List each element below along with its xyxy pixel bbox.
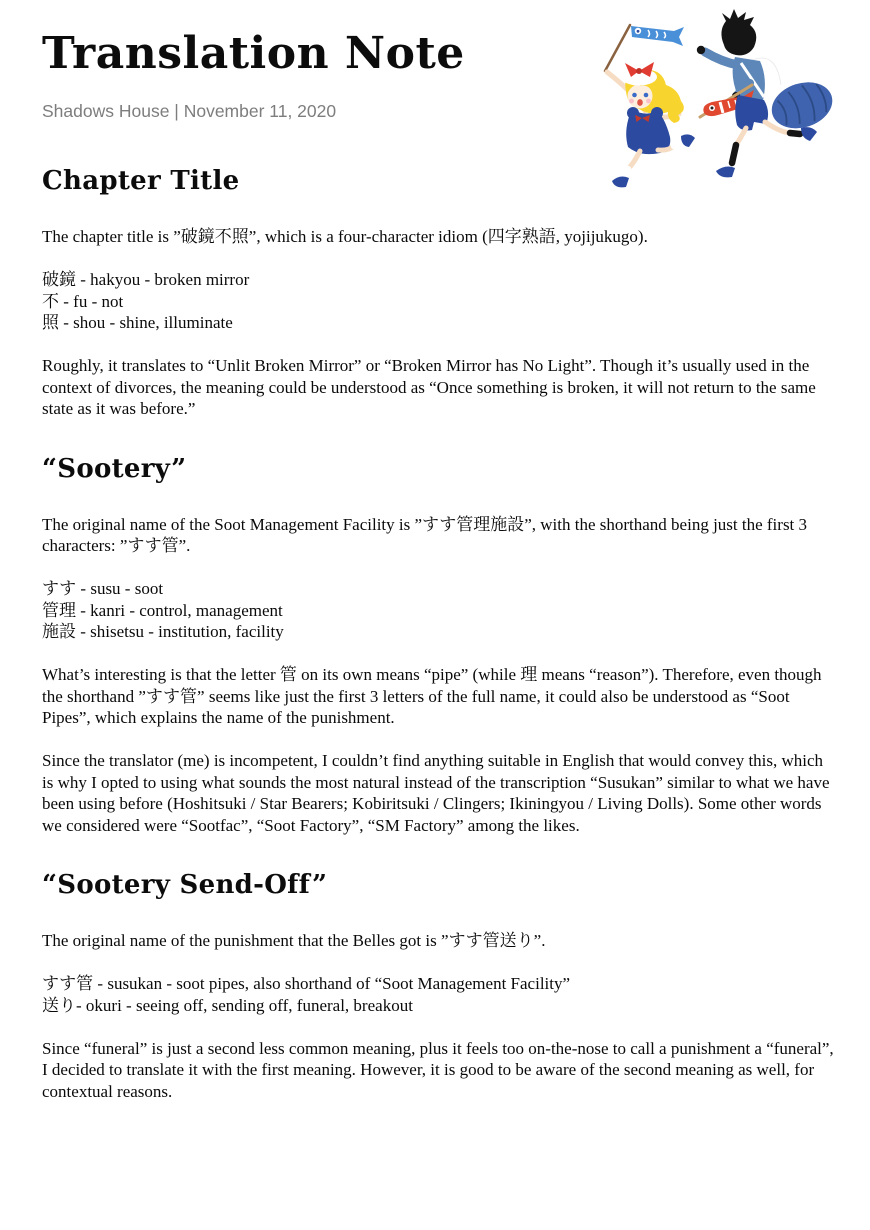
paragraph: The chapter title is ”破鏡不照”, which is a four-character idiom (四字熟語, yojijukugo).: [42, 227, 648, 247]
document-body: [42, 166, 838, 1103]
gloss-line: 施設 - shisetsu - institution, facility: [42, 622, 284, 642]
section-heading: Chapter Title: [42, 165, 240, 196]
paragraph: Since “funeral” is just a second less common meaning, plus it feels too on-the-nose to call a punishment a “funeral”, I decided to translate it with the first meaning. However, it is good to be aware of the second meaning as well, for contextual reasons.: [42, 1038, 834, 1101]
section-sootery: [42, 454, 838, 837]
running-characters-drawing: [588, 5, 838, 200]
blue-koinobori-icon: [631, 26, 684, 46]
gloss-line: 破鏡 - hakyou - broken mirror: [42, 270, 250, 290]
shadow-head: [721, 9, 756, 55]
gloss-line: 管理 - kanri - control, management: [42, 600, 283, 620]
section-sootery-send-off: [42, 870, 838, 1102]
paragraph: The original name of the Soot Management Facility is ”すす管理施設”, with the shorthand being just the first 3 characters: ”すす管”.: [42, 514, 808, 556]
girl-eye-left: [632, 93, 637, 98]
section-chapter-title: [42, 166, 838, 420]
paragraph: Roughly, it translates to “Unlit Broken Mirror” or “Broken Mirror has No Light”. Though it’s usually used in the context of divorces, the meaning could be understood as “Once something is broken, it will not return to the same state as it was before.”: [42, 356, 816, 419]
girl-eye-right: [644, 93, 649, 98]
gloss-list: [42, 269, 838, 334]
section-heading: “Sootery”: [42, 453, 187, 484]
gloss-line: 照 - shou - shine, illuminate: [42, 313, 233, 333]
gloss-line: 送り- okuri - seeing off, sending off, funeral, breakout: [42, 995, 413, 1015]
page-title: Translation Note: [42, 28, 465, 79]
gloss-list: [42, 973, 838, 1016]
section-heading: “Sootery Send-Off”: [42, 870, 328, 901]
girl-character: [605, 25, 695, 187]
gloss-line: 不 - fu - not: [42, 291, 124, 311]
gloss-line: すす - susu - soot: [42, 579, 164, 599]
gloss-list: [42, 578, 838, 643]
girl-shoe-back: [681, 134, 695, 147]
paragraph: What’s interesting is that the letter 管 on its own means “pipe” (while 理 means “reason”). Therefore, even though the shorthand ”すす管” seems like just the first 3 letters of the full name, it could also be understood as “Soot Pipes”, which explains the name of the punishment.: [42, 665, 822, 728]
shadow-character: [697, 9, 838, 177]
paragraph: Since the translator (me) is incompetent, I couldn’t find anything suitable in English that would convey this, which is why I opted to using what sounds the most natural instead of the transcription “Susukan” similar to what we have been using before (Hoshitsuki / Star Bearers; Kobiritsuki / Clingers; Ikiningyou / Living Dolls). Some other words we considered were “Sootfac”, “Soot Factory”, “SM Factory” among the likes.: [42, 751, 830, 835]
page-subtitle: Shadows House | November 11, 2020: [42, 100, 337, 121]
characters-illustration: [588, 5, 838, 200]
gloss-line: すす管 - susukan - soot pipes, also shorthand of “Soot Management Facility”: [42, 974, 571, 994]
paragraph: The original name of the punishment that the Belles got is ”すす管送り”.: [42, 931, 546, 951]
girl-mouth: [637, 99, 643, 106]
shadow-shoe-back: [801, 127, 817, 141]
shadow-shoe-front: [716, 167, 735, 178]
blue-shorts: [735, 95, 768, 130]
girl-shoe-front: [612, 177, 629, 188]
shadow-hand-front: [697, 46, 705, 54]
